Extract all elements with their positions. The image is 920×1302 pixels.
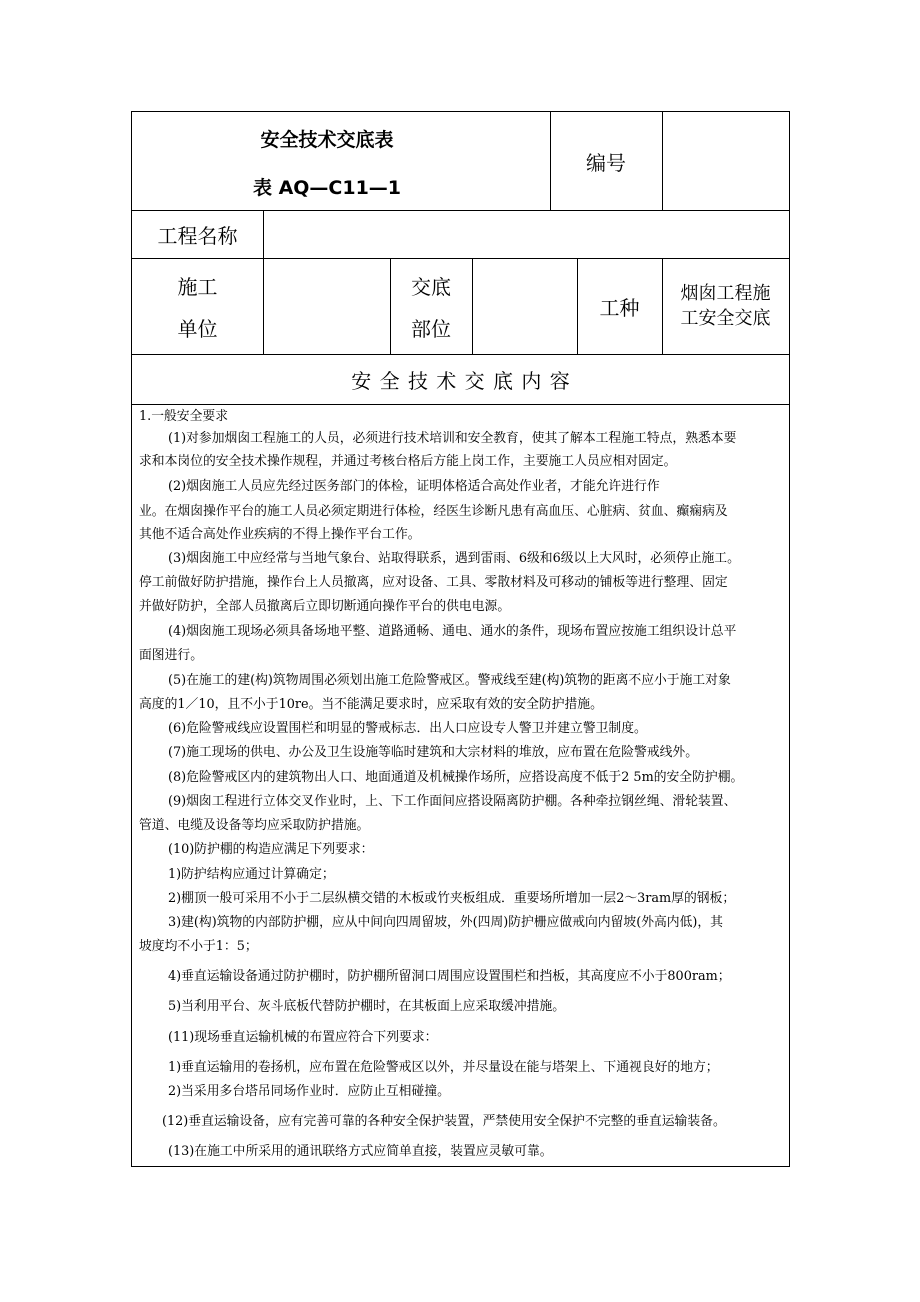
trade-value [662,258,789,354]
content-line: 业。在烟囱操作平台的施工人员必须定期进行体检，经医生诊断凡患有高血压、心脏病、贫血、癫痫病及 [139,504,728,519]
trade-value-line1: 烟囱工程施 [680,283,771,304]
content-line: (2)烟囱施工人员应先经过医务部门的体检，证明体格适合高处作业者，才能允许进行作 [168,479,660,494]
content-line: (9)烟囱工程进行立体交叉作业时，上、下工作面间应搭设隔离防护棚。各种牵拉钢丝绳、滑轮装置、 [168,794,737,809]
content-line: (10)防护棚的构造应满足下列要求： [168,842,374,857]
construction-unit-label-line2: 单位 [177,316,218,341]
trade-label: 工种 [599,295,640,320]
content-line: (5)在施工的建(构)筑物周围必须划出施工危险警戒区。警戒线至建(构)筑物的距离不应小于施工对象 [168,673,731,688]
number-value[interactable] [662,112,789,210]
content-line: 求和本岗位的安全技术操作规程，并通过考核台格后方能上岗工作，主要施工人员应相对固定。 [139,454,677,469]
content-line: (7)施工现场的供电、办公及卫生设施等临时建筑和大宗材料的堆放，应布置在危险警戒线外。 [168,745,699,760]
content-line: 1.一般安全要求 [139,409,228,424]
content-line: (3)烟囱施工中应经常与当地气象台、站取得联系，遇到雷雨、6级和6级以上大风时，必须停止施工。 [168,551,740,566]
safety-briefing-form [131,111,790,1167]
content-line: 4)垂直运输设备通过防护棚时，防护棚所留洞口周围应设置围栏和挡板，其高度应不小于800ram； [168,969,731,984]
content-line: (12)垂直运输设备，应有完善可靠的各种安全保护装置，严禁使用安全保护不完整的垂直运输装备。 [162,1114,726,1129]
construction-unit-label [132,258,263,354]
content-line: 2)棚顶一般可采用不小于二层纵横交错的木板或竹夹板组成．重要场所增加一层2～3ram厚的钢板； [168,891,736,906]
content-line: 1)防护结构应通过计算确定； [168,867,335,882]
row-divider [132,404,789,405]
section-title: 安 全 技 术 交 底 内 容 [351,368,570,393]
briefing-part-label-line2: 部位 [411,316,451,341]
briefing-part-value[interactable] [472,258,577,354]
content-line: 其他不适合高处作业疾病的不得上操作平台工作。 [139,527,421,542]
construction-unit-value[interactable] [263,258,390,354]
content-line: (13)在施工中所采用的通讯联络方式应简单直接，装置应灵敏可靠。 [168,1144,553,1159]
content-line: 5)当利用平台、灰斗底板代替防护棚时，在其板面上应采取缓冲措施。 [168,999,566,1014]
content-line: (4)烟囱施工现场必须具备场地平整、道路通畅、通电、通水的条件，现场布置应按施工组织设计总平 [168,624,737,639]
content-line: 2)当采用多台塔吊同场作业时．应防止互相碰撞。 [168,1084,450,1099]
form-title-block [132,112,550,210]
number-label: 编号 [586,150,626,175]
form-code: 表 AQ—C11—1 [252,177,402,199]
project-name-value[interactable] [263,210,789,258]
briefing-part-label-line1: 交底 [411,274,451,299]
form-title: 安全技术交底表 [260,129,394,151]
content-line: 管道、电缆及设备等均应采取防护措施。 [139,818,370,833]
content-line: 高度的1／10，且不小于10re。当不能满足要求时，应采取有效的安全防护措施。 [139,697,603,712]
content-line: 并做好防护，全部人员撤离后立即切断通向操作平台的供电电源。 [139,599,511,614]
content-line: 3)建(构)筑物的内部防护棚，应从中间向四周留坡，外(四周)防护栅应做戒向内留坡(外高内低)，其 [168,915,723,930]
construction-unit-label-line1: 施工 [177,274,218,299]
briefing-part-label [390,258,472,354]
trade-value-line2: 工安全交底 [680,308,771,329]
content-line: 1)垂直运输用的卷扬机，应布置在危险警戒区以外，并尽量设在能与塔架上、下通视良好的地方； [168,1060,719,1075]
content-line: 停工前做好防护措施，操作台上人员撤离，应对设备、工具、零散材料及可移动的铺板等进行整理、固定 [139,575,728,590]
content-line: (1)对参加烟囱工程施工的人员，必须进行技术培训和安全教育，使其了解本工程施工特点，熟悉本要 [168,431,737,446]
content-line: 坡度均不小于1：5； [139,939,258,954]
content-line: (8)危险警戒区内的建筑物出人口、地面通道及机械操作场所，应搭设高度不低于2 5m的安全防护棚。 [168,770,744,785]
content-line: (11)现场垂直运输机械的布置应符合下列要求： [168,1030,438,1045]
project-name-label: 工程名称 [157,223,238,248]
content-line: 面图进行。 [139,648,203,663]
content-line: (6)危险警戒线应设置围栏和明显的警戒标志．出人口应设专人警卫并建立警卫制度。 [168,721,647,736]
